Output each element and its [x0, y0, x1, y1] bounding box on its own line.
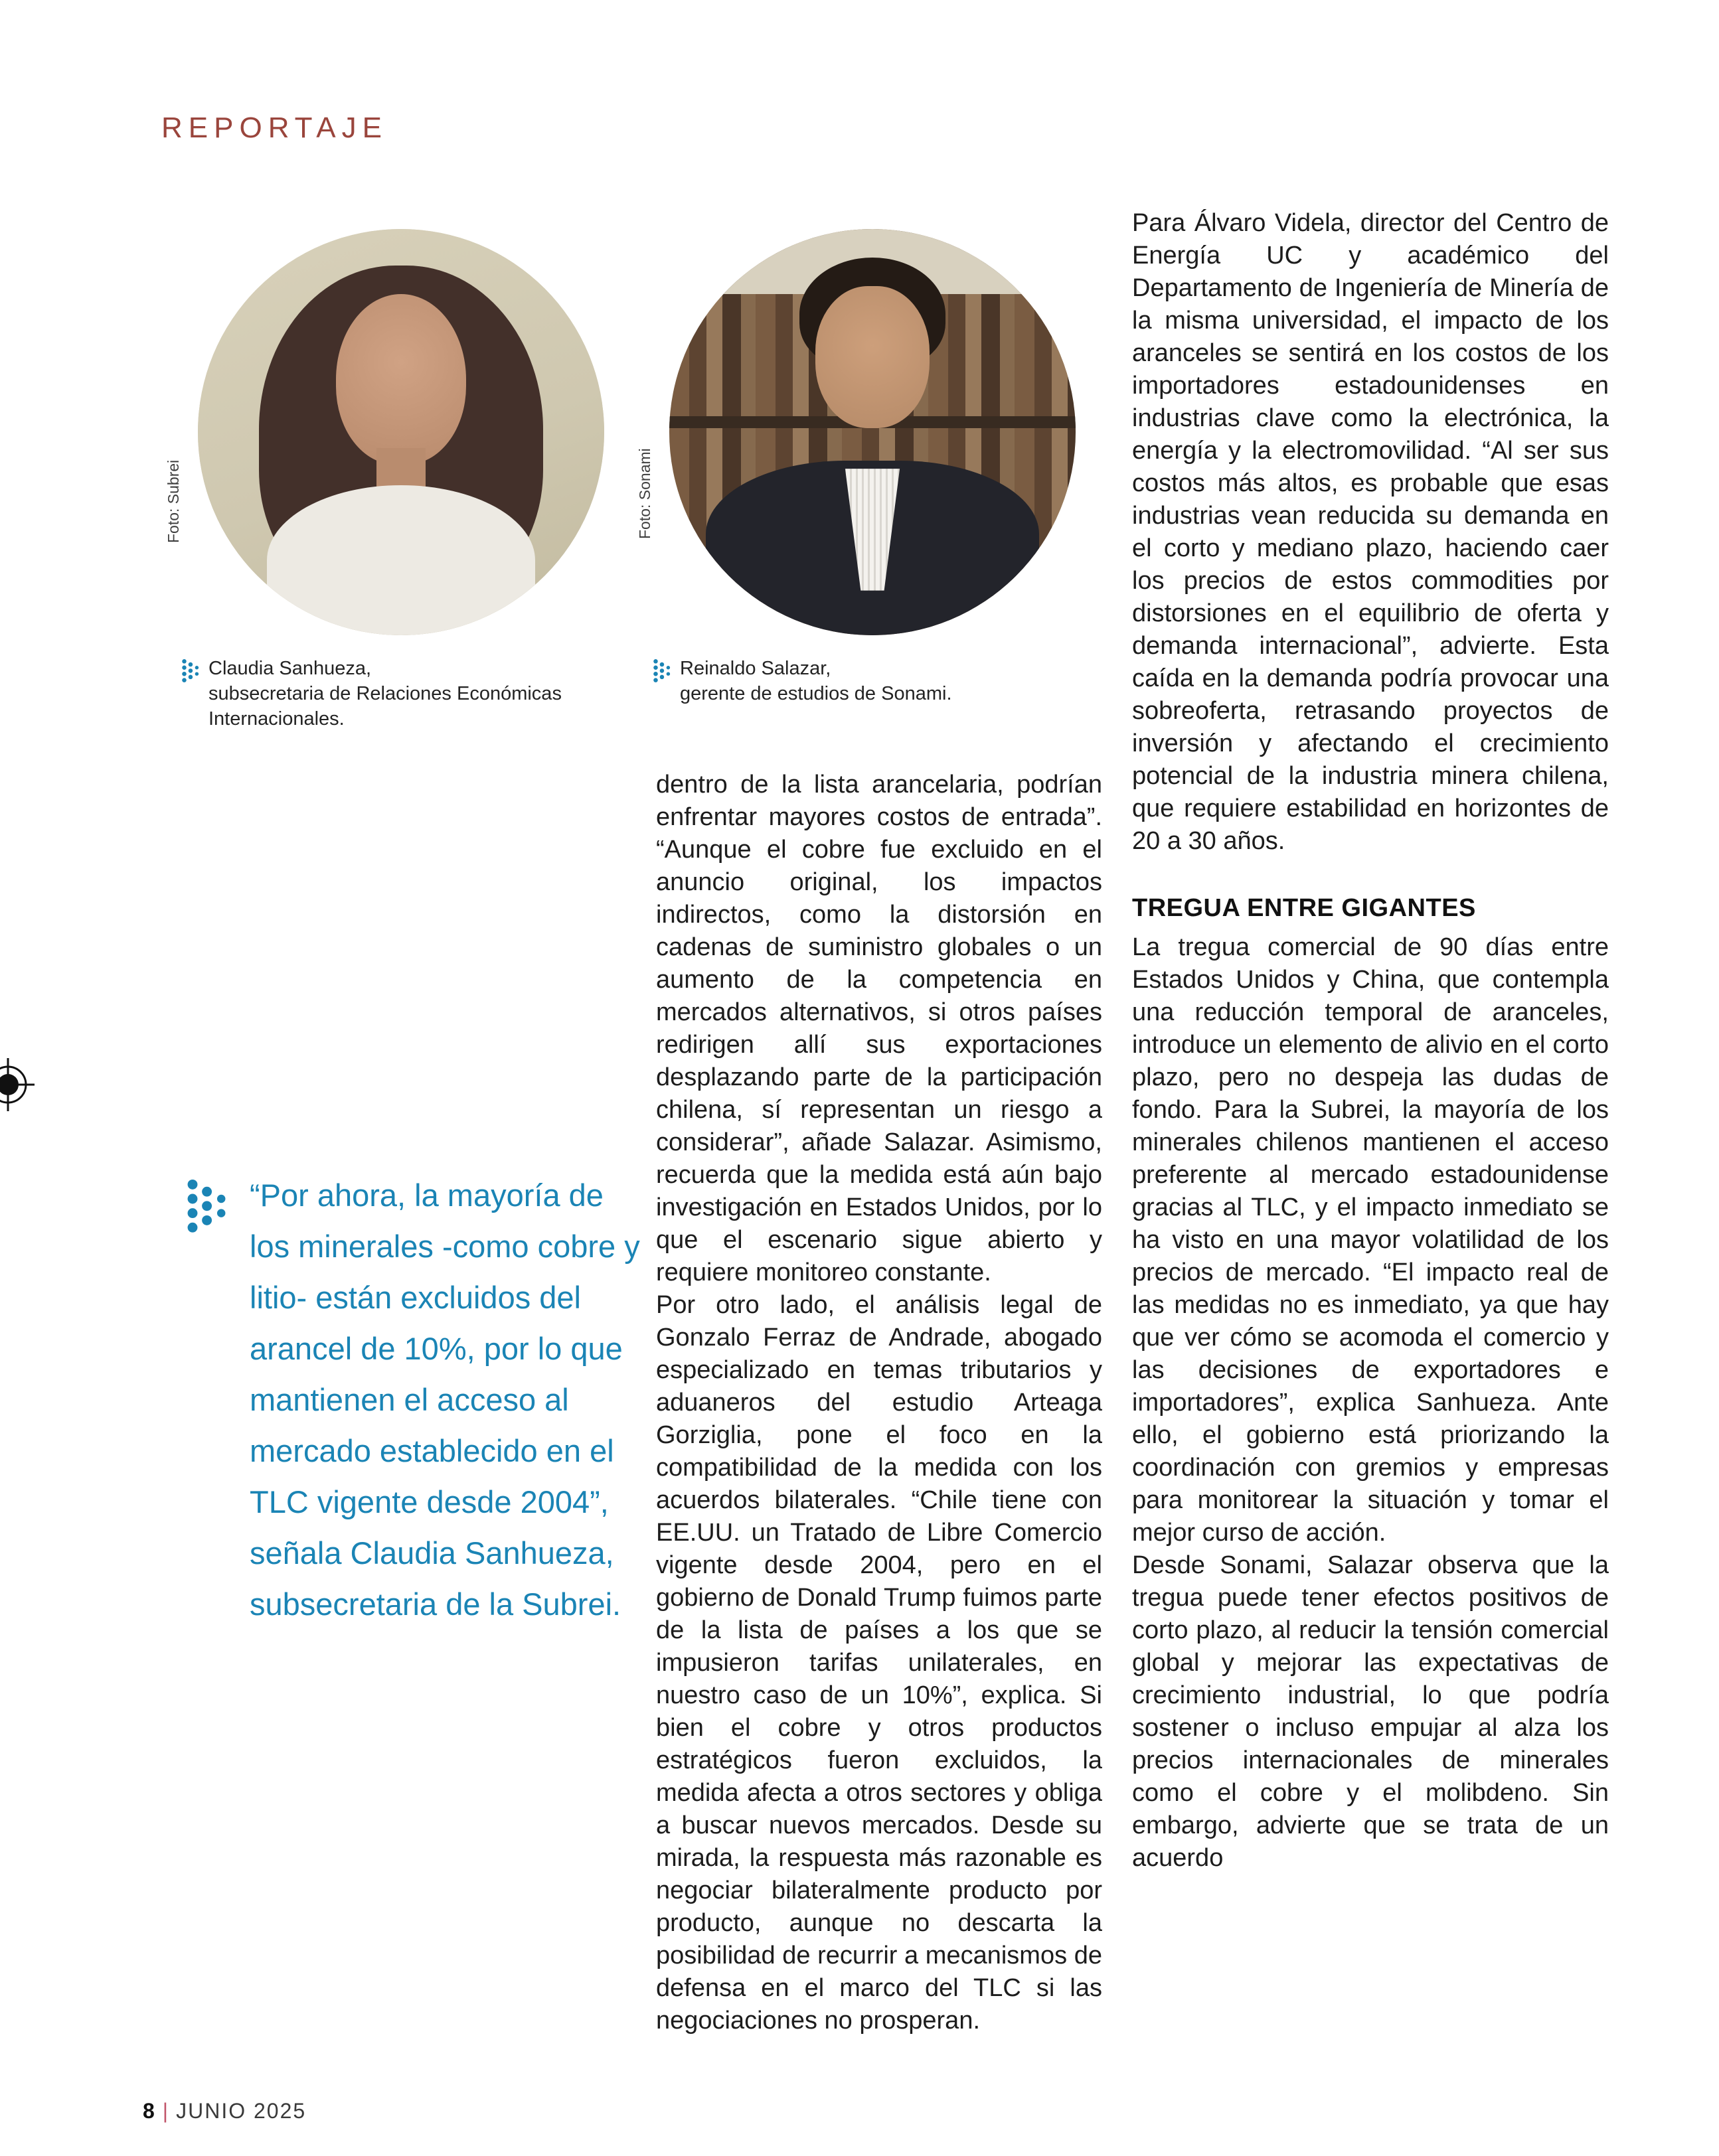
photo-credit: Foto: Subrei: [165, 459, 182, 543]
section-subhead: TREGUA ENTRE GIGANTES: [1132, 894, 1476, 922]
article-paragraph: Para Álvaro Videla, director del Centro de Energía UC y académico del Departamento de Ingeniería de Minería de la misma universidad, el impacto de los aranceles se sentirá en los costos de los importadores estadounidenses en industrias clave como la electrónica, la energía y la electromovilidad. “Al ser sus costos más altos, es probable que esas industrias vean reducida su demanda en el corto y mediano plazo, haciendo caer los precios de estos commodities por distorsiones en el equilibrio de oferta y demanda internacional”, advierte. Esta caída en la demanda podría provocar una sobreoferta, retrasando proyectos de inversión y afectando el crecimiento potencial de la industria minera chilena, que requiere estabilidad en horizontes de 20 a 30 años.: [1132, 209, 1609, 855]
pull-quote: [185, 1170, 643, 1630]
caption-text: [208, 656, 606, 732]
portrait-photo-claudia-sanhueza: [198, 229, 604, 635]
article-column-right: [1132, 207, 1609, 1875]
article-paragraph: Desde Sonami, Salazar observa que la tregua puede tener efectos positivos de corto plazo, al reducir la tensión comercial global y mejorar las expectativas de crecimiento industrial, lo que podría sostener o incluso empujar al alza los precios internacionales de minerales como el cobre y el molibdeno. Sin embargo, advierte que se trata de un acuerdo: [1132, 1551, 1609, 1872]
caption-role: subsecretaria de Relaciones Económicas Internacionales.: [208, 683, 562, 730]
caption-name: Reinaldo Salazar,: [680, 658, 831, 679]
crosshair-registration-icon: [0, 1057, 36, 1113]
article-paragraph: Por otro lado, el análisis legal de Gonzalo Ferraz de Andrade, abogado especializado en temas tributarios y aduaneros del estudio Arteaga Gorziglia, pone el foco en la compatibilidad de la medida con los acuerdos bilaterales. “Chile tiene con EE.UU. un Tratado de Libre Comercio vigente desde 2004, pero en el gobierno de Donald Trump fuimos parte de la lista de países a los que se impusieron tarifas unilaterales, en nuestro caso de un 10%”, explica. Si bien el cobre y otros productos estratégicos fueron excluidos, la medida afecta a otros sectores y obliga a buscar nuevos mercados. Desde su mirada, la respuesta más razonable es negociar bilateralmente producto por producto, aunque no descarta la posibilidad de recurrir a mecanismos de defensa en el marco del TLC si las negociaciones no prosperan.: [656, 1291, 1102, 2035]
dotted-arrow-icon: [185, 1175, 232, 1239]
caption-role: gerente de estudios de Sonami.: [680, 683, 952, 704]
pull-quote-text: “Por ahora, la mayoría de los minerales -como cobre y litio- están excluidos del arancel de 10%, por lo que mantienen el acceso al mercado establecido en el TLC vigente desde 2004”, señala Claudia Sanhueza, subsecretaria de la Subrei.: [250, 1178, 640, 1622]
photo-face-shape: [815, 286, 929, 428]
photo-credit: Foto: Sonami: [636, 448, 653, 539]
dotted-arrow-icon: [181, 657, 202, 685]
article-paragraph: La tregua comercial de 90 días entre Estados Unidos y China, que contempla una reducción temporal de aranceles, introduce un elemento de alivio en el corto plazo, pero no despeja las dudas de fondo. Para la Subrei, la mayoría de los minerales chilenos mantienen el acceso preferente al mercado estadounidense gracias al TLC, y el impacto inmediato se ha visto en una mayor volatilidad de los precios de mercado. “El impacto real de las medidas no es inmediato, ya que hay que ver cómo se acomoda el comercio y las decisiones de exportadores e importadores”, explica Sanhueza. Ante ello, el gobierno está priorizando la coordinación con gremios y empresas para monitorear la situación y tomar el mejor curso de acción.: [1132, 933, 1609, 1547]
page-number: 8: [143, 2099, 155, 2123]
page-footer: [143, 2099, 306, 2123]
page-title: REPORTAJE: [161, 112, 388, 144]
caption-name: Claudia Sanhueza,: [208, 658, 372, 679]
photo-face-shape: [336, 294, 466, 465]
footer-separator: |: [162, 2099, 169, 2123]
photo-caption: [652, 656, 1064, 706]
issue-date: JUNIO 2025: [176, 2099, 307, 2123]
portrait-photo-reinaldo-salazar: [669, 229, 1076, 635]
article-column-middle: [656, 769, 1102, 2037]
article-paragraph: dentro de la lista arancelaria, podrían enfrentar mayores costos de entrada”. “Aunque el cobre fue excluido en el anuncio original, los impactos indirectos, como la distorsión en cadenas de suministro globales o un aumento de la competencia en mercados alternativos, si otros países redirigen allí sus exportaciones desplazando parte de la participación chilena, sí representan un riesgo a considerar”, añade Salazar. Asimismo, recuerda que la medida está aún bajo investigación en Estados Unidos, por lo que el escenario sigue abierto y requiere monitoreo constante.: [656, 771, 1102, 1286]
caption-text: [680, 656, 952, 706]
photo-caption: [181, 656, 606, 732]
photo-clothing-shape: [267, 485, 535, 635]
dotted-arrow-icon: [652, 657, 673, 685]
